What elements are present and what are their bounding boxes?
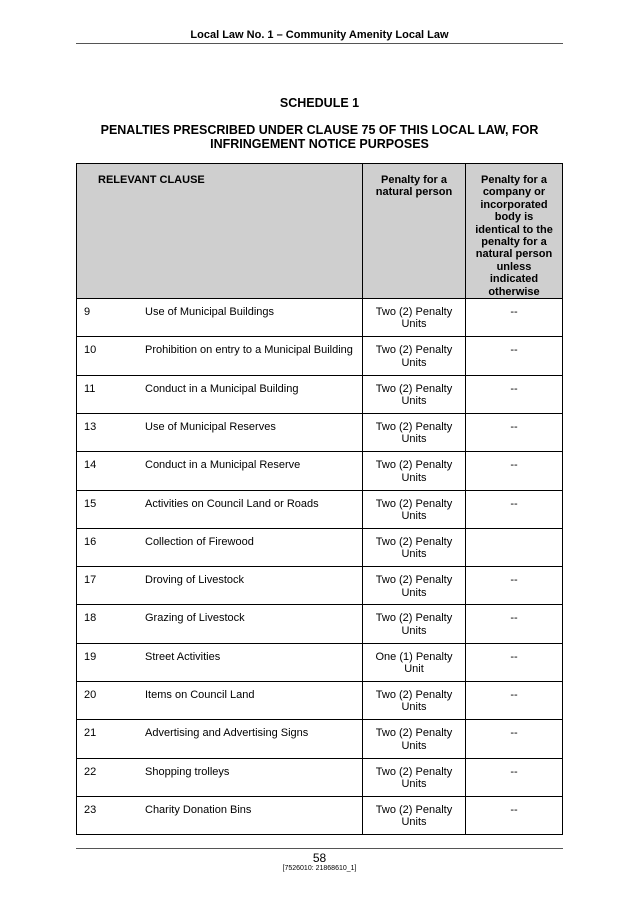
page-number: 58: [312, 851, 327, 865]
clause-cell: [77, 605, 363, 643]
table-row: [77, 567, 563, 605]
company-penalty-cell: --: [466, 375, 563, 413]
clause-cell: [77, 720, 363, 758]
table-row: [77, 758, 563, 796]
table-row: [77, 605, 563, 643]
company-penalty-cell: [466, 528, 563, 566]
clause-title: Conduct in a Municipal Building: [145, 382, 299, 395]
natural-person-penalty-cell: Two (2) Penalty Units: [363, 375, 466, 413]
clause-title: Items on Council Land: [145, 689, 255, 702]
clause-number: 14: [84, 459, 97, 472]
table-row: [77, 490, 563, 528]
clause-cell: [77, 337, 363, 375]
table-header-row: [77, 164, 563, 299]
clause-title: Shopping trolleys: [145, 765, 230, 778]
header-divider: [76, 43, 563, 44]
table-row: [77, 375, 563, 413]
clause-number: 11: [84, 382, 96, 395]
clause-number: 19: [84, 650, 97, 663]
table-row: [77, 643, 563, 681]
clause-title: Activities on Council Land or Roads: [145, 497, 319, 510]
company-penalty-cell: --: [466, 299, 563, 337]
clause-number: 15: [84, 497, 97, 510]
table-row: [77, 452, 563, 490]
clause-number: 18: [84, 612, 97, 625]
schedule-subtitle: PENALTIES PRESCRIBED UNDER CLAUSE 75 OF THIS LOCAL LAW, FOR INFRINGEMENT NOTICE PURPOSES: [100, 123, 539, 151]
penalties-table: [76, 163, 563, 835]
clause-cell: [77, 413, 363, 451]
company-penalty-cell: --: [466, 567, 563, 605]
footer-divider: [76, 848, 563, 849]
natural-person-penalty-cell: Two (2) Penalty Units: [363, 720, 466, 758]
clause-number: 10: [84, 344, 97, 357]
clause-title: Advertising and Advertising Signs: [145, 727, 309, 740]
clause-title: Droving of Livestock: [145, 574, 245, 587]
clause-number: 16: [84, 535, 97, 548]
clause-title: Grazing of Livestock: [145, 612, 245, 625]
natural-person-penalty-cell: Two (2) Penalty Units: [363, 413, 466, 451]
company-penalty-cell: --: [466, 796, 563, 834]
table-row: [77, 682, 563, 720]
clause-cell: [77, 758, 363, 796]
company-penalty-cell: --: [466, 682, 563, 720]
company-penalty-cell: --: [466, 758, 563, 796]
column-header-relevant-clause: RELEVANT CLAUSE: [77, 164, 363, 299]
clause-number: 20: [84, 689, 97, 702]
company-penalty-cell: --: [466, 452, 563, 490]
clause-cell: [77, 490, 363, 528]
table-row: [77, 528, 563, 566]
clause-cell: [77, 643, 363, 681]
natural-person-penalty-cell: Two (2) Penalty Units: [363, 528, 466, 566]
table-row: [77, 299, 563, 337]
natural-person-penalty-cell: Two (2) Penalty Units: [363, 452, 466, 490]
natural-person-penalty-cell: Two (2) Penalty Units: [363, 567, 466, 605]
running-header: Local Law No. 1 – Community Amenity Local Law: [190, 29, 449, 41]
clause-title: Prohibition on entry to a Municipal Building: [145, 344, 353, 357]
clause-cell: [77, 452, 363, 490]
clause-number: 23: [84, 803, 97, 816]
clause-title: Use of Municipal Reserves: [145, 420, 276, 433]
company-penalty-cell: --: [466, 413, 563, 451]
natural-person-penalty-cell: Two (2) Penalty Units: [363, 490, 466, 528]
clause-title: Collection of Firewood: [145, 535, 254, 548]
clause-number: 9: [84, 306, 91, 319]
clause-title: Street Activities: [145, 650, 221, 663]
natural-person-penalty-cell: Two (2) Penalty Units: [363, 299, 466, 337]
clause-cell: [77, 796, 363, 834]
column-header-natural-person-penalty: Penalty for a natural person: [363, 164, 466, 299]
natural-person-penalty-cell: Two (2) Penalty Units: [363, 605, 466, 643]
company-penalty-cell: --: [466, 337, 563, 375]
table-row: [77, 413, 563, 451]
company-penalty-cell: --: [466, 720, 563, 758]
company-penalty-cell: --: [466, 605, 563, 643]
table-row: [77, 796, 563, 834]
clause-cell: [77, 567, 363, 605]
company-penalty-cell: --: [466, 490, 563, 528]
clause-cell: [77, 375, 363, 413]
natural-person-penalty-cell: Two (2) Penalty Units: [363, 796, 466, 834]
natural-person-penalty-cell: One (1) Penalty Unit: [363, 643, 466, 681]
column-header-company-penalty: Penalty for a company or incorporated body is identical to the penalty for a natural person unless indicated otherwise: [466, 164, 563, 299]
clause-cell: [77, 299, 363, 337]
natural-person-penalty-cell: Two (2) Penalty Units: [363, 758, 466, 796]
schedule-title: SCHEDULE 1: [279, 96, 360, 110]
clause-number: 22: [84, 765, 97, 778]
clause-title: Use of Municipal Buildings: [145, 306, 275, 319]
clause-cell: [77, 528, 363, 566]
document-reference: [7526010: 21868610_1]: [282, 865, 357, 872]
table-row: [77, 337, 563, 375]
company-penalty-cell: --: [466, 643, 563, 681]
clause-title: Conduct in a Municipal Reserve: [145, 459, 301, 472]
clause-number: 21: [84, 727, 97, 740]
table-body: [77, 299, 563, 835]
clause-title: Charity Donation Bins: [145, 803, 252, 816]
clause-cell: [77, 682, 363, 720]
table-row: [77, 720, 563, 758]
natural-person-penalty-cell: Two (2) Penalty Units: [363, 682, 466, 720]
clause-number: 13: [84, 420, 97, 433]
clause-number: 17: [84, 574, 97, 587]
natural-person-penalty-cell: Two (2) Penalty Units: [363, 337, 466, 375]
